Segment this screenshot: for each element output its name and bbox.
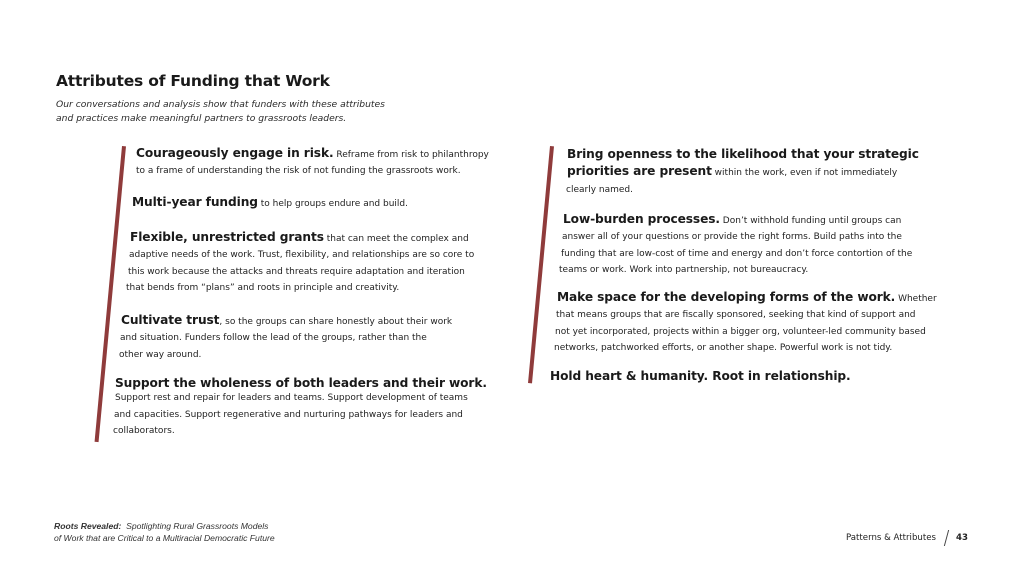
attribute-text: other way around. [119,349,202,360]
page-footer [846,530,968,546]
right-accent-rule [528,146,554,383]
attribute-text: , so the groups can share honestly about their work [219,317,453,327]
attribute-row [557,289,937,307]
attribute-text: within the work, even if not immediately [711,168,898,179]
attribute-text: and situation. Funders follow the lead of the groups, rather than the [120,333,427,344]
attribute-text: not yet incorporated, projects within a bigger org, volunteer-led community based [555,326,926,337]
attribute-heading: Support the wholeness of both leaders and their work. [115,376,487,390]
attribute-text: networks, patchworked efforts, or another shape. Powerful work is not tidy. [554,342,893,353]
attribute-hold-heart [550,368,851,386]
attribute-row [121,312,452,330]
attribute-text: and capacities. Support regenerative and nurturing pathways for leaders and [114,409,463,420]
report-subtitle: Spotlighting Rural Grassroots Models [126,521,269,531]
intro-line: and practices make meaningful partners to grassroots leaders. [56,113,347,124]
footer-divider [944,530,949,546]
attribute-heading: Flexible, unrestricted grants [130,230,324,244]
attribute-cultivate-trust [121,312,452,363]
attribute-row [550,368,851,386]
attribute-support-wholeness [115,375,487,439]
attribute-text: Whether [895,294,937,304]
attribute-heading: Cultivate trust [121,313,220,327]
attribute-heading: Multi-year funding [132,195,258,209]
attribute-heading: Bring openness to the likelihood that your strategic [567,147,919,161]
attribute-text: that can meet the complex and [323,234,469,244]
attribute-text: Support rest and repair for leaders and teams. Support development of teams [115,393,468,404]
attribute-row [136,145,489,163]
attribute-low-burden [559,211,913,278]
attribute-heading: Low-burden processes. [563,212,720,226]
page-title: Attributes of Funding that Work [56,72,330,90]
attribute-text: adaptive needs of the work. Trust, flexibility, and relationships are so core to [129,250,475,261]
attribute-heading: Make space for the developing forms of the work. [557,290,896,304]
report-subtitle: of Work that are Critical to a Multiracial Democratic Future [54,532,275,543]
attribute-multi-year-funding [132,194,408,212]
attribute-text: funding that are low-cost of time and energy and don’t force contortion of the [561,248,913,259]
attribute-text: to a frame of understanding the risk of not funding the grassroots work. [136,166,461,177]
attribute-text: that bends from “plans” and roots in principle and creativity. [126,282,400,293]
attribute-courageously-engage [136,145,489,180]
attribute-developing-forms [554,289,937,356]
attribute-row [130,229,474,247]
attribute-row [132,194,408,212]
attribute-text: to help groups endure and build. [257,199,408,209]
attribute-text: answer all of your questions or provide the right forms. Build paths into the [562,232,902,243]
attribute-text: Don’t withhold funding until groups can [719,216,902,226]
section-name: Patterns & Attributes [846,533,936,543]
intro-line: Our conversations and analysis show that funders with these attributes [56,99,385,110]
attribute-text: Reframe from risk to philanthropy [333,150,489,160]
attribute-text: this work because the attacks and threats require adaptation and iteration [128,266,465,277]
attribute-text: that means groups that are fiscally sponsored, seeking that kind of support and [556,310,916,321]
attribute-heading-line [567,146,919,164]
report-title: Roots Revealed: [54,521,122,531]
page-number: 43 [955,533,968,543]
attribute-text: collaborators. [113,425,175,436]
report-citation [54,521,275,544]
attribute-row [563,211,912,229]
attribute-heading: Courageously engage in risk. [136,146,334,160]
attribute-text: clearly named. [566,184,633,195]
attribute-text: teams or work. Work into partnership, not bureaucracy. [559,264,809,275]
attribute-heading: priorities are present [567,164,712,179]
attribute-heading: Hold heart & humanity. Root in relationship. [550,369,851,383]
attribute-flexible-grants [126,229,475,296]
intro-text [56,98,416,126]
attribute-bring-openness [567,146,919,198]
attribute-row [567,163,919,181]
